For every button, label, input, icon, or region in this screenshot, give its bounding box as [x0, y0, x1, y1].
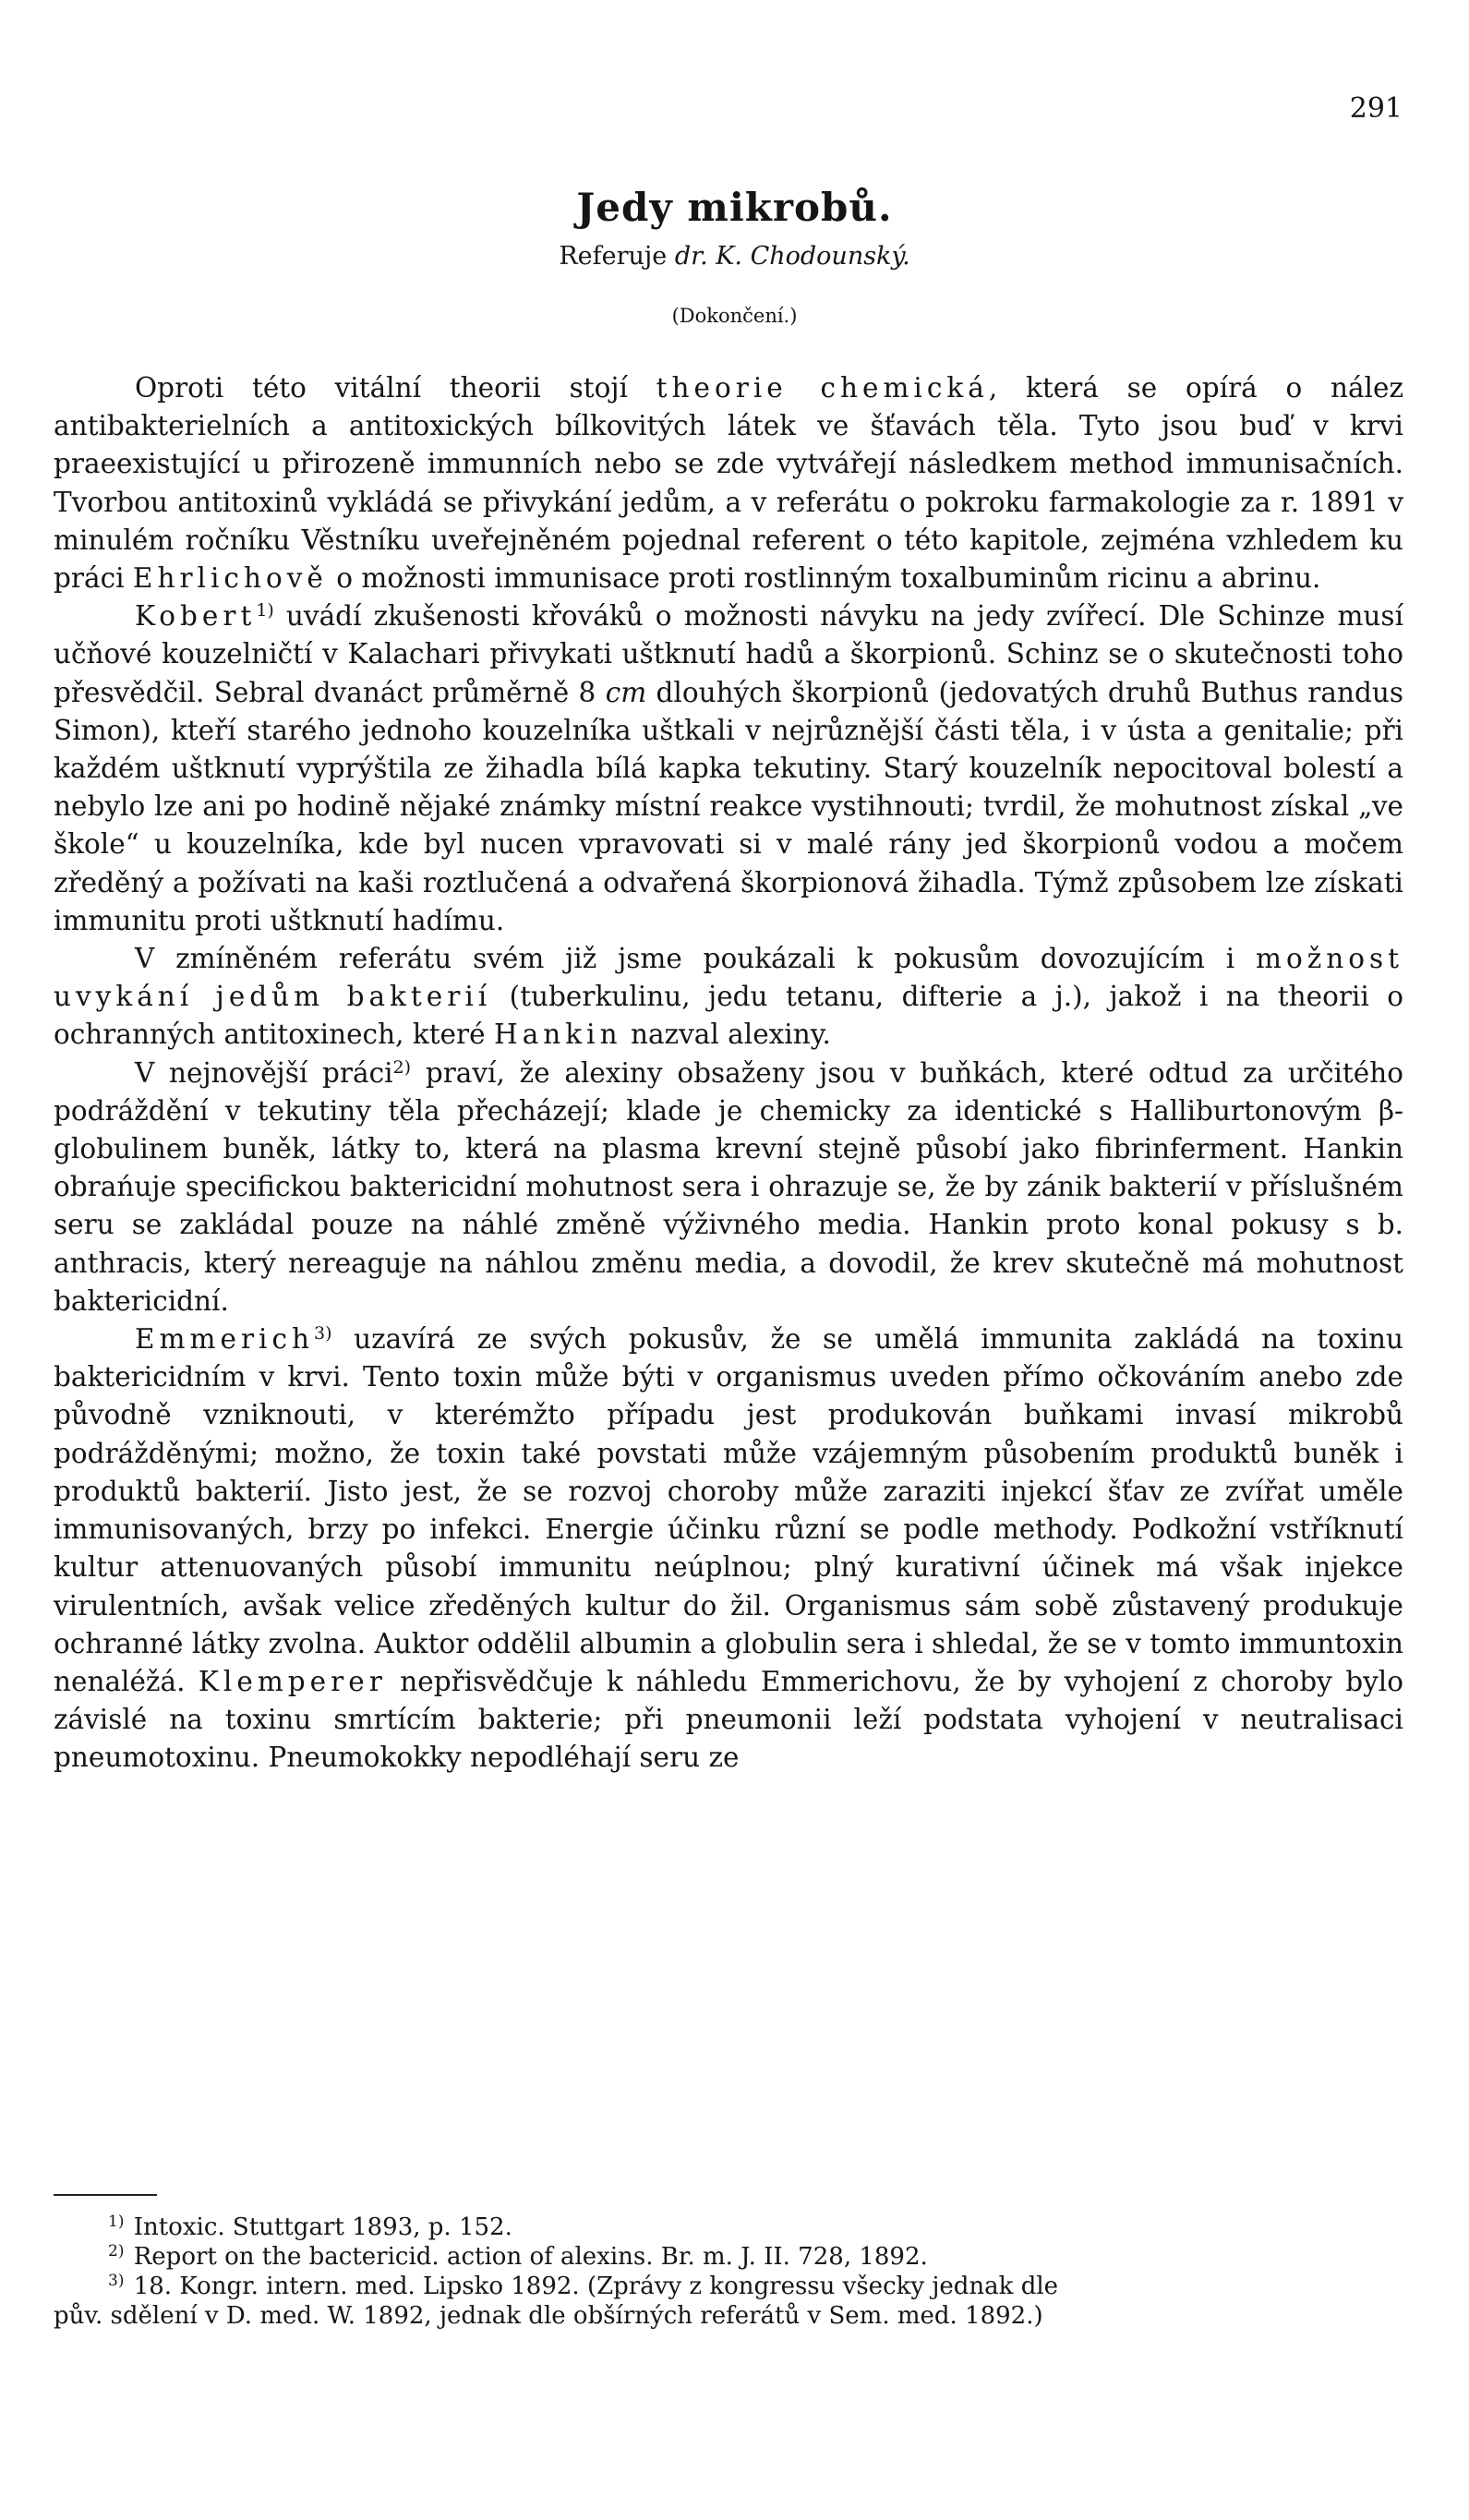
paragraph-text: uvádí zkušenosti křováků o možnosti návyku na jedy zvířecí. Dle Schinze musí učňové kouzelničtí v Kalachari přivykati uštknutí hadů a škorpionů. Schinz se o skutečnosti toho přesvědčil. Sebral dvanáct průměrně 8	[54, 600, 1403, 708]
footnote-marker: 1)	[108, 2213, 125, 2231]
byline	[0, 242, 1469, 271]
footnote-reference: 1)	[256, 600, 274, 621]
article-title: Jedy mikrobů.	[576, 185, 893, 230]
paragraph-text: uzavírá ze svých pokusův, že se umělá immunita zakládá na toxinu baktericidním v krvi. Tento toxin může býti v organismus uveden přímo očkováním anebo zde původně vzniknouti, v kterémžto případu jest produkován buňkami invasí mikrobů podrážděnými; možno, že toxin také povstati může vzájemným působením produktů buněk i produktů bakterií. Jisto jest, že se rozvoj choroby může zaraziti injekcí šťav ze zvířat uměle immunisovaných, brzy po infekci. Energie účinku různí se podle methody. Podkožní vstříknutí kultur attenuovaných působí immunitu neúplnou; plný kurativní účinek má však injekce virulentních, avšak velice zředěných kultur do žil. Organismus sám sobě zůstavený produkuje ochranné látky zvolna. Auktor oddělil albumin a globulin sera i shledal, že se v tomto immuntoxin nenaléžá.	[54, 1323, 1403, 1697]
body-paragraph	[54, 1055, 1403, 1320]
body-paragraph	[54, 597, 1403, 940]
italic-text: cm	[605, 676, 647, 708]
footnote	[54, 2213, 1403, 2242]
emphasized-text: Emmerich	[135, 1323, 314, 1356]
paragraph-text: o možnosti immunisace proti rostlinným toxalbuminům ricinu a abrinu.	[327, 562, 1321, 595]
emphasized-text: Ehrlichově	[132, 562, 328, 595]
footnote-divider	[54, 2194, 157, 2196]
footnote-marker: 3)	[108, 2272, 125, 2290]
footnote-text: 18. Kongr. intern. med. Lipsko 1892. (Zprávy z kongressu všecky jednak dle	[126, 2273, 1059, 2300]
footnotes	[54, 2213, 1403, 2331]
article-body	[54, 369, 1403, 1778]
emphasized-text: Hankin	[493, 1019, 622, 1051]
footnote-marker: 2)	[108, 2242, 125, 2261]
footnote-reference: 2)	[392, 1056, 412, 1078]
byline-prefix: Referuje	[559, 242, 668, 271]
footnote-text: Intoxic. Stuttgart 1893, p. 152.	[126, 2213, 512, 2241]
emphasized-text: Klemperer	[198, 1665, 387, 1697]
emphasized-text: možnost uvykání jedům bakterií	[54, 943, 1403, 1013]
paragraph-text: praví, že alexiny obsaženy jsou v buňkách, které odtud za určitého podráždění v tekutiny těla přecházejí; klade je chemicky za identické s Halliburtonovým β-globulinem buněk, látky to, která na plasma krevní stejně působí jako fibrinferment. Hankin obrańuje specifickou baktericidní mohutnost sera i ohrazuje se, že by zánik bakterií v příslušném seru se zakládal pouze na náhlé změně výživného media. Hankin proto konal pokusy s b. anthracis, který nereaguje na náhlou změnu media, a dovodil, že krev skutečně má mohutnost baktericidní.	[54, 1056, 1403, 1317]
body-paragraph	[54, 940, 1403, 1055]
emphasized-text: Kobert	[135, 600, 257, 633]
footnote	[54, 2242, 1403, 2272]
emphasized-text: theorie chemická	[656, 372, 989, 404]
footnote-continuation: pův. sdělení v D. med. W. 1892, jednak dle obšírných referátů v Sem. med. 1892.)	[54, 2302, 1043, 2330]
body-paragraph	[54, 369, 1403, 597]
body-paragraph	[54, 1320, 1403, 1777]
paragraph-text: Oproti této vitální theorii stojí	[135, 372, 656, 404]
page-number: 291	[1349, 92, 1403, 125]
footnote-reference: 3)	[314, 1323, 332, 1344]
continued-note: (Dokončení.)	[671, 305, 798, 327]
paragraph-text: V nejnovější práci	[135, 1056, 393, 1089]
paragraph-text: nepřisvědčuje k náhledu Emmerichovu, že by vyhojení z choroby bylo závislé na toxinu smrtícím bakterie; při pneumonii leží podstata vyhojení v neutralisaci pneumotoxinu. Pneumokokky nepodléhají seru ze	[54, 1665, 1404, 1774]
footnote-text: Report on the bactericid. action of alexins. Br. m. J. II. 728, 1892.	[126, 2243, 928, 2271]
byline-author: dr. K. Chodounský.	[674, 242, 910, 271]
paragraph-text: dlouhých škorpionů (jedovatých druhů Buthus randus Simon), kteří starého jednoho kouzelníka uštkali v nejrůznější části těla, i v ústa a genitalie; při každém uštknutí vyprýštila ze žihadla bílá kapka tekutiny. Starý kouzelník nepocitoval bolestí a nebylo lze ani po hodině nějaké známky místní reakce vystihnouti; tvrdil, že mohutnost získal „ve škole“ u kouzelníka, kde byl nucen vpravovati si v malé rány jed škorpionů vodou a močem zředěný a požívati na kaši roztlučená a odvařená škorpionová žihadla. Týmž způsobem lze získati immunitu proti uštknutí hadímu.	[54, 676, 1403, 936]
paragraph-text: nazval alexiny.	[621, 1019, 831, 1051]
footnote	[54, 2272, 1403, 2331]
paragraph-text: , která se opírá o nález antibakterielních a antitoxických bílkovitých látek ve šťavách těla. Tyto jsou buď v krvi praeexistující u přirozeně immunních nebo se zde vytvářejí následkem method immunisačních. Tvorbou antitoxinů vykládá se přivykání jedům, a v referátu o pokroku farmakologie za r. 1891 v minulém ročníku Věstníku uveřejněném pojednal referent o této kapitole, zejména vzhledem ku práci	[54, 372, 1403, 595]
paragraph-text: (tuberkulinu, jedu tetanu, difterie a j.), jakož i na theorii o ochranných antitoxinech, které	[54, 981, 1404, 1051]
paragraph-text: V zmíněném referátu svém již jsme poukázali k pokusům dovozujícím i	[135, 943, 1256, 975]
